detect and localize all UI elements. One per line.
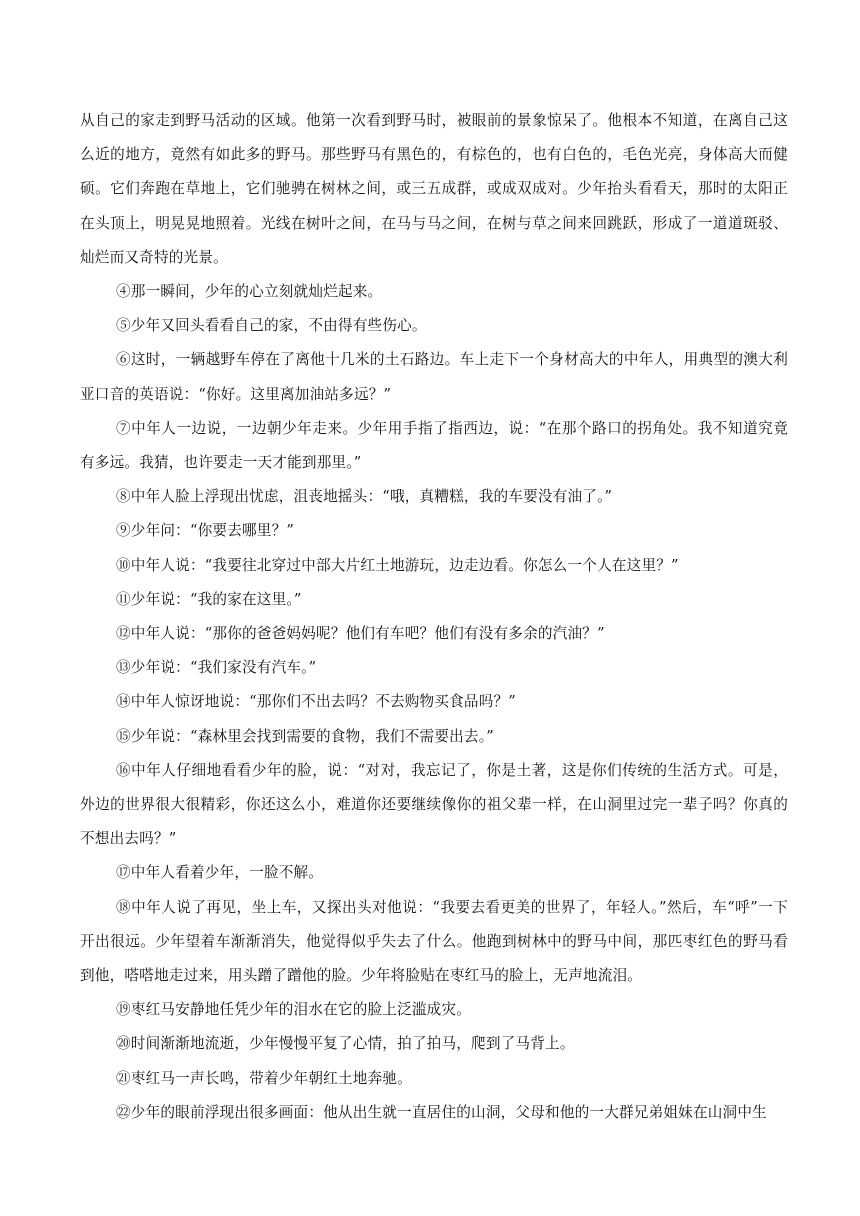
paragraph-10: ⑩中年人说：“我要往北穿过中部大片红土地游玩，边走边看。你怎么一个人在这里？” — [116, 556, 679, 574]
paragraph-15: ⑮少年说：“森林里会找到需要的食物，我们不需要出去。” — [116, 727, 494, 745]
paragraph-20: ⑳时间渐渐地流逝，少年慢慢平复了心情，拍了拍马，爬到了马背上。 — [116, 1035, 575, 1053]
paragraph-13: ⑬少年说：“我们家没有汽车。” — [116, 659, 317, 677]
paragraph-18: ⑱中年人说了再见，坐上车，又探出头对他说：“我要去看更美的世界了，年轻人。”然后，车“呼”一下开出很远。少年望着车渐渐消失，他觉得似乎失去了什么。他跑到树林中的野马中间，那匹枣红色的野马看到他，嗒嗒地走过来，用头蹭了蹭他的脸。少年将脸贴在枣红马的脸上，无声地流泪。 — [80, 898, 788, 985]
paragraph-21: ㉑枣红马一声长鸣，带着少年朝红土地奔驰。 — [116, 1069, 412, 1087]
paragraph-14: ⑭中年人惊讶地说：“那你们不出去吗？不去购物买食品吗？” — [116, 693, 516, 711]
paragraph-22: ㉒少年的眼前浮现出很多画面：他从出生就一直居住的山洞，父母和他的一大群兄弟姐妹在山洞中生 — [116, 1103, 767, 1121]
paragraph-17: ⑰中年人看着少年，一脸不解。 — [116, 864, 324, 882]
paragraph-5: ⑤少年又回头看看自己的家，不由得有些伤心。 — [116, 317, 427, 335]
paragraph-19: ⑲枣红马安静地任凭少年的泪水在它的脸上泛滥成灾。 — [116, 1001, 472, 1019]
paragraph-9: ⑨少年问：“你要去哪里？” — [116, 522, 295, 540]
paragraph-8: ⑧中年人脸上浮现出忧虑，沮丧地摇头：“哦，真糟糕，我的车要没有油了。” — [116, 488, 613, 506]
paragraph-11: ⑪少年说：“我的家在这里。” — [116, 590, 302, 608]
paragraph-12: ⑫中年人说：“那你的爸爸妈妈呢？他们有车吧？他们有没有多余的汽油？” — [116, 625, 605, 643]
paragraph-continued: 从自己的家走到野马活动的区域。他第一次看到野马时，被眼前的景象惊呆了。他根本不知道，在离自己这么近的地方，竟然有如此多的野马。那些野马有黑色的，有棕色的，也有白色的，毛色光亮，身体高大而健硕。它们奔跑在草地上，它们驰骋在树林之间，或三五成群，或成双成对。少年抬头看看天，那时的太阳正在头顶上，明晃晃地照着。光线在树叶之间，在马与马之间，在树与草之间来回跳跃，形成了一道道斑驳、灿烂而又奇特的光景。 — [80, 112, 788, 266]
paragraph-6: ⑥这时，一辆越野车停在了离他十几米的土石路边。车上走下一个身材高大的中年人，用典型的澳大利亚口音的英语说：“你好。这里离加油站多远？” — [80, 351, 788, 403]
paragraph-7: ⑦中年人一边说，一边朝少年走来。少年用手指了指西边，说：“在那个路口的拐角处。我不知道究竟有多远。我猜，也许要走一天才能到那里。” — [80, 419, 788, 472]
paragraph-16: ⑯中年人仔细地看看少年的脸，说：“对对，我忘记了，你是土著，这是你们传统的生活方式。可是，外边的世界很大很精彩，你还这么小，难道你还要继续像你的祖父辈一样，在山洞里过完一辈子吗？你真的不想出去吗？” — [80, 761, 788, 848]
paragraph-4: ④那一瞬间，少年的心立刻就灿烂起来。 — [116, 283, 383, 301]
